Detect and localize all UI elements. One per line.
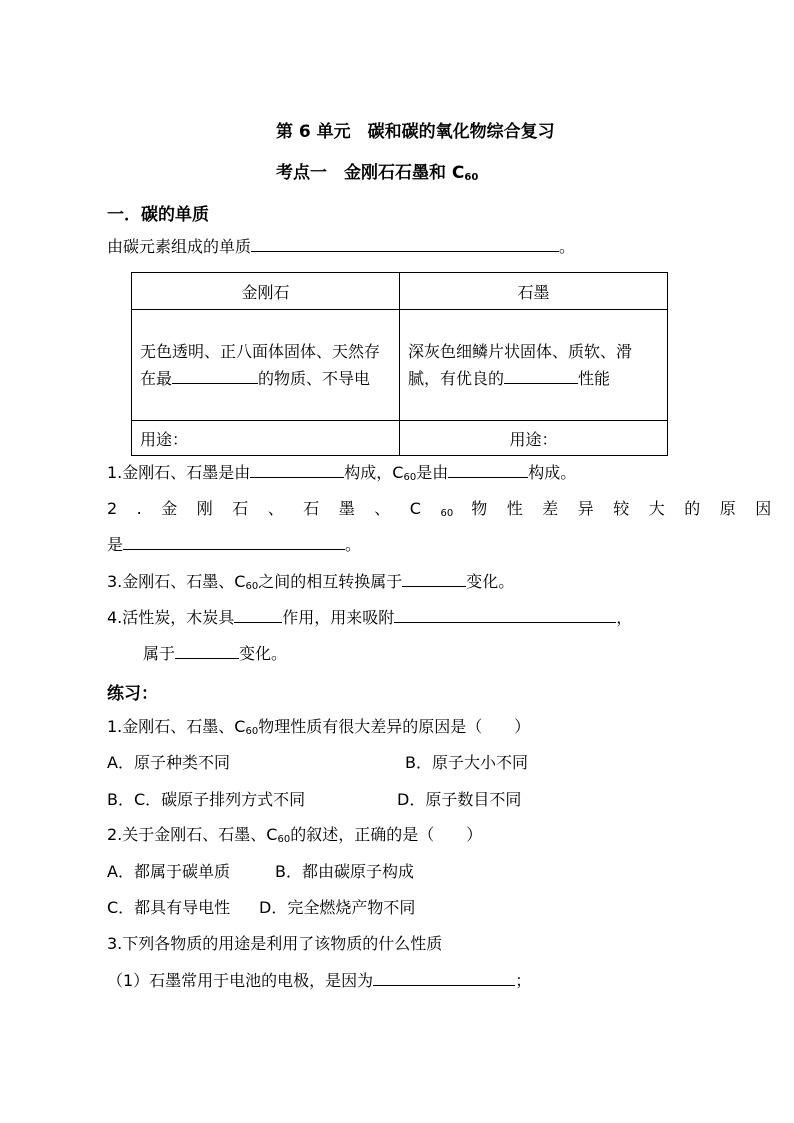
question-2 — [107, 496, 791, 519]
graphite-blank[interactable] — [504, 368, 578, 384]
q3-blank[interactable] — [402, 571, 466, 587]
p2-option-c[interactable]: C．都具有导电性 — [107, 898, 231, 917]
q2-line2-a: 是 — [107, 535, 124, 554]
diamond-use[interactable]: 用途： — [132, 421, 400, 456]
p1-sub: 60 — [245, 726, 259, 737]
q2-text-b: 物性差异较大的原因 — [471, 499, 791, 518]
table-desc-row — [132, 310, 668, 421]
practice-heading: 练习： — [107, 684, 158, 704]
diamond-desc-a: 无色透明、正八面体固体、天然存在最 — [140, 342, 381, 388]
table-use-row — [132, 421, 668, 456]
q4-blank-3[interactable] — [175, 643, 239, 659]
graphite-desc-b: 性能 — [578, 369, 611, 388]
question-4-line2 — [143, 641, 287, 664]
q4-blank-1[interactable] — [234, 607, 282, 623]
p1-option-a[interactable]: A．原子种类不同 — [107, 753, 230, 772]
p1-text-b: 物理性质有很大差异的原因是（ ） — [258, 717, 531, 736]
intro-prefix: 由碳元素组成的单质 — [107, 237, 252, 256]
p1-option-d[interactable]: D．原子数目不同 — [397, 790, 522, 809]
q1-text-d: 构成。 — [528, 463, 577, 482]
section-heading: 一．碳的单质 — [107, 205, 209, 225]
comparison-table — [131, 272, 668, 456]
q1-text-a: 1.金刚石、石墨是由 — [107, 463, 251, 482]
q1-text-c: 是由 — [416, 463, 449, 482]
diamond-blank[interactable] — [172, 368, 258, 384]
q3-text-a: 3.金刚石、石墨、C — [107, 572, 246, 591]
intro-line — [107, 234, 575, 257]
p3-1-text-b: ； — [515, 971, 532, 990]
q2-text-a: 2.金刚石、石墨、C — [107, 499, 441, 518]
q4-line2-b: 变化。 — [239, 644, 288, 663]
question-2-line2 — [107, 532, 361, 555]
p2-text-a: 2.关于金刚石、石墨、C — [107, 825, 278, 844]
q1-blank-1[interactable] — [250, 462, 344, 478]
header-diamond: 金刚石 — [132, 273, 400, 310]
p1-option-b[interactable]: B．原子大小不同 — [405, 753, 528, 772]
p2-option-d[interactable]: D．完全燃烧产物不同 — [259, 898, 416, 917]
q1-sub: 60 — [403, 472, 417, 483]
q3-text-b: 之间的相互转换属于 — [258, 572, 403, 591]
exam-point-text: 考点一 金刚石石墨和 C — [276, 163, 465, 183]
q4-text-b: 作用，用来吸附 — [282, 608, 395, 627]
diamond-desc — [132, 310, 400, 421]
p1-text-a: 1.金刚石、石墨、C — [107, 717, 246, 736]
p2-option-b[interactable]: B．都由碳原子构成 — [275, 862, 414, 881]
exam-point-sub: 60 — [464, 172, 479, 183]
q3-sub: 60 — [245, 581, 259, 592]
p2-option-a[interactable]: A．都属于碳单质 — [107, 862, 230, 881]
practice-2 — [107, 822, 482, 845]
question-1 — [107, 460, 576, 483]
q3-text-c: 变化。 — [466, 572, 515, 591]
q4-blank-2[interactable] — [394, 607, 616, 623]
q1-blank-2[interactable] — [448, 462, 528, 478]
table-header-row — [132, 273, 668, 310]
p2-sub: 60 — [277, 834, 291, 845]
q1-text-b: 构成，C — [344, 463, 404, 482]
p1-option-c[interactable]: B．C．碳原子排列方式不同 — [107, 790, 306, 809]
graphite-desc — [400, 310, 668, 421]
diamond-desc-b: 的物质、不导电 — [258, 369, 371, 388]
q4-text-c: ， — [616, 608, 633, 627]
q4-text-a: 4.活性炭，木炭具 — [107, 608, 235, 627]
q2-blank[interactable] — [123, 534, 345, 550]
graphite-use[interactable]: 用途： — [400, 421, 668, 456]
header-graphite: 石墨 — [400, 273, 668, 310]
p2-text-b: 的叙述，正确的是（ ） — [290, 825, 483, 844]
p3-1-text-a: （1）石墨常用于电池的电极，是因为 — [107, 971, 374, 990]
q2-line2-b: 。 — [345, 535, 362, 554]
practice-3-item-1 — [107, 968, 531, 991]
intro-blank[interactable] — [251, 236, 559, 252]
question-4 — [107, 605, 632, 628]
intro-suffix: 。 — [559, 237, 576, 256]
p3-1-blank[interactable] — [373, 970, 515, 986]
page-title: 第 6 单元 碳和碳的氧化物综合复习 — [276, 122, 555, 142]
practice-3: 3.下列各物质的用途是利用了该物质的什么性质 — [107, 934, 443, 953]
question-3 — [107, 569, 514, 592]
practice-1 — [107, 714, 530, 737]
q4-line2-a: 属于 — [143, 644, 176, 663]
graphite-desc-a: 深灰色细鳞片状固体、质软、滑腻，有优良的 — [408, 342, 633, 388]
exam-point-title — [276, 158, 478, 183]
q2-sub: 60 — [440, 508, 454, 519]
